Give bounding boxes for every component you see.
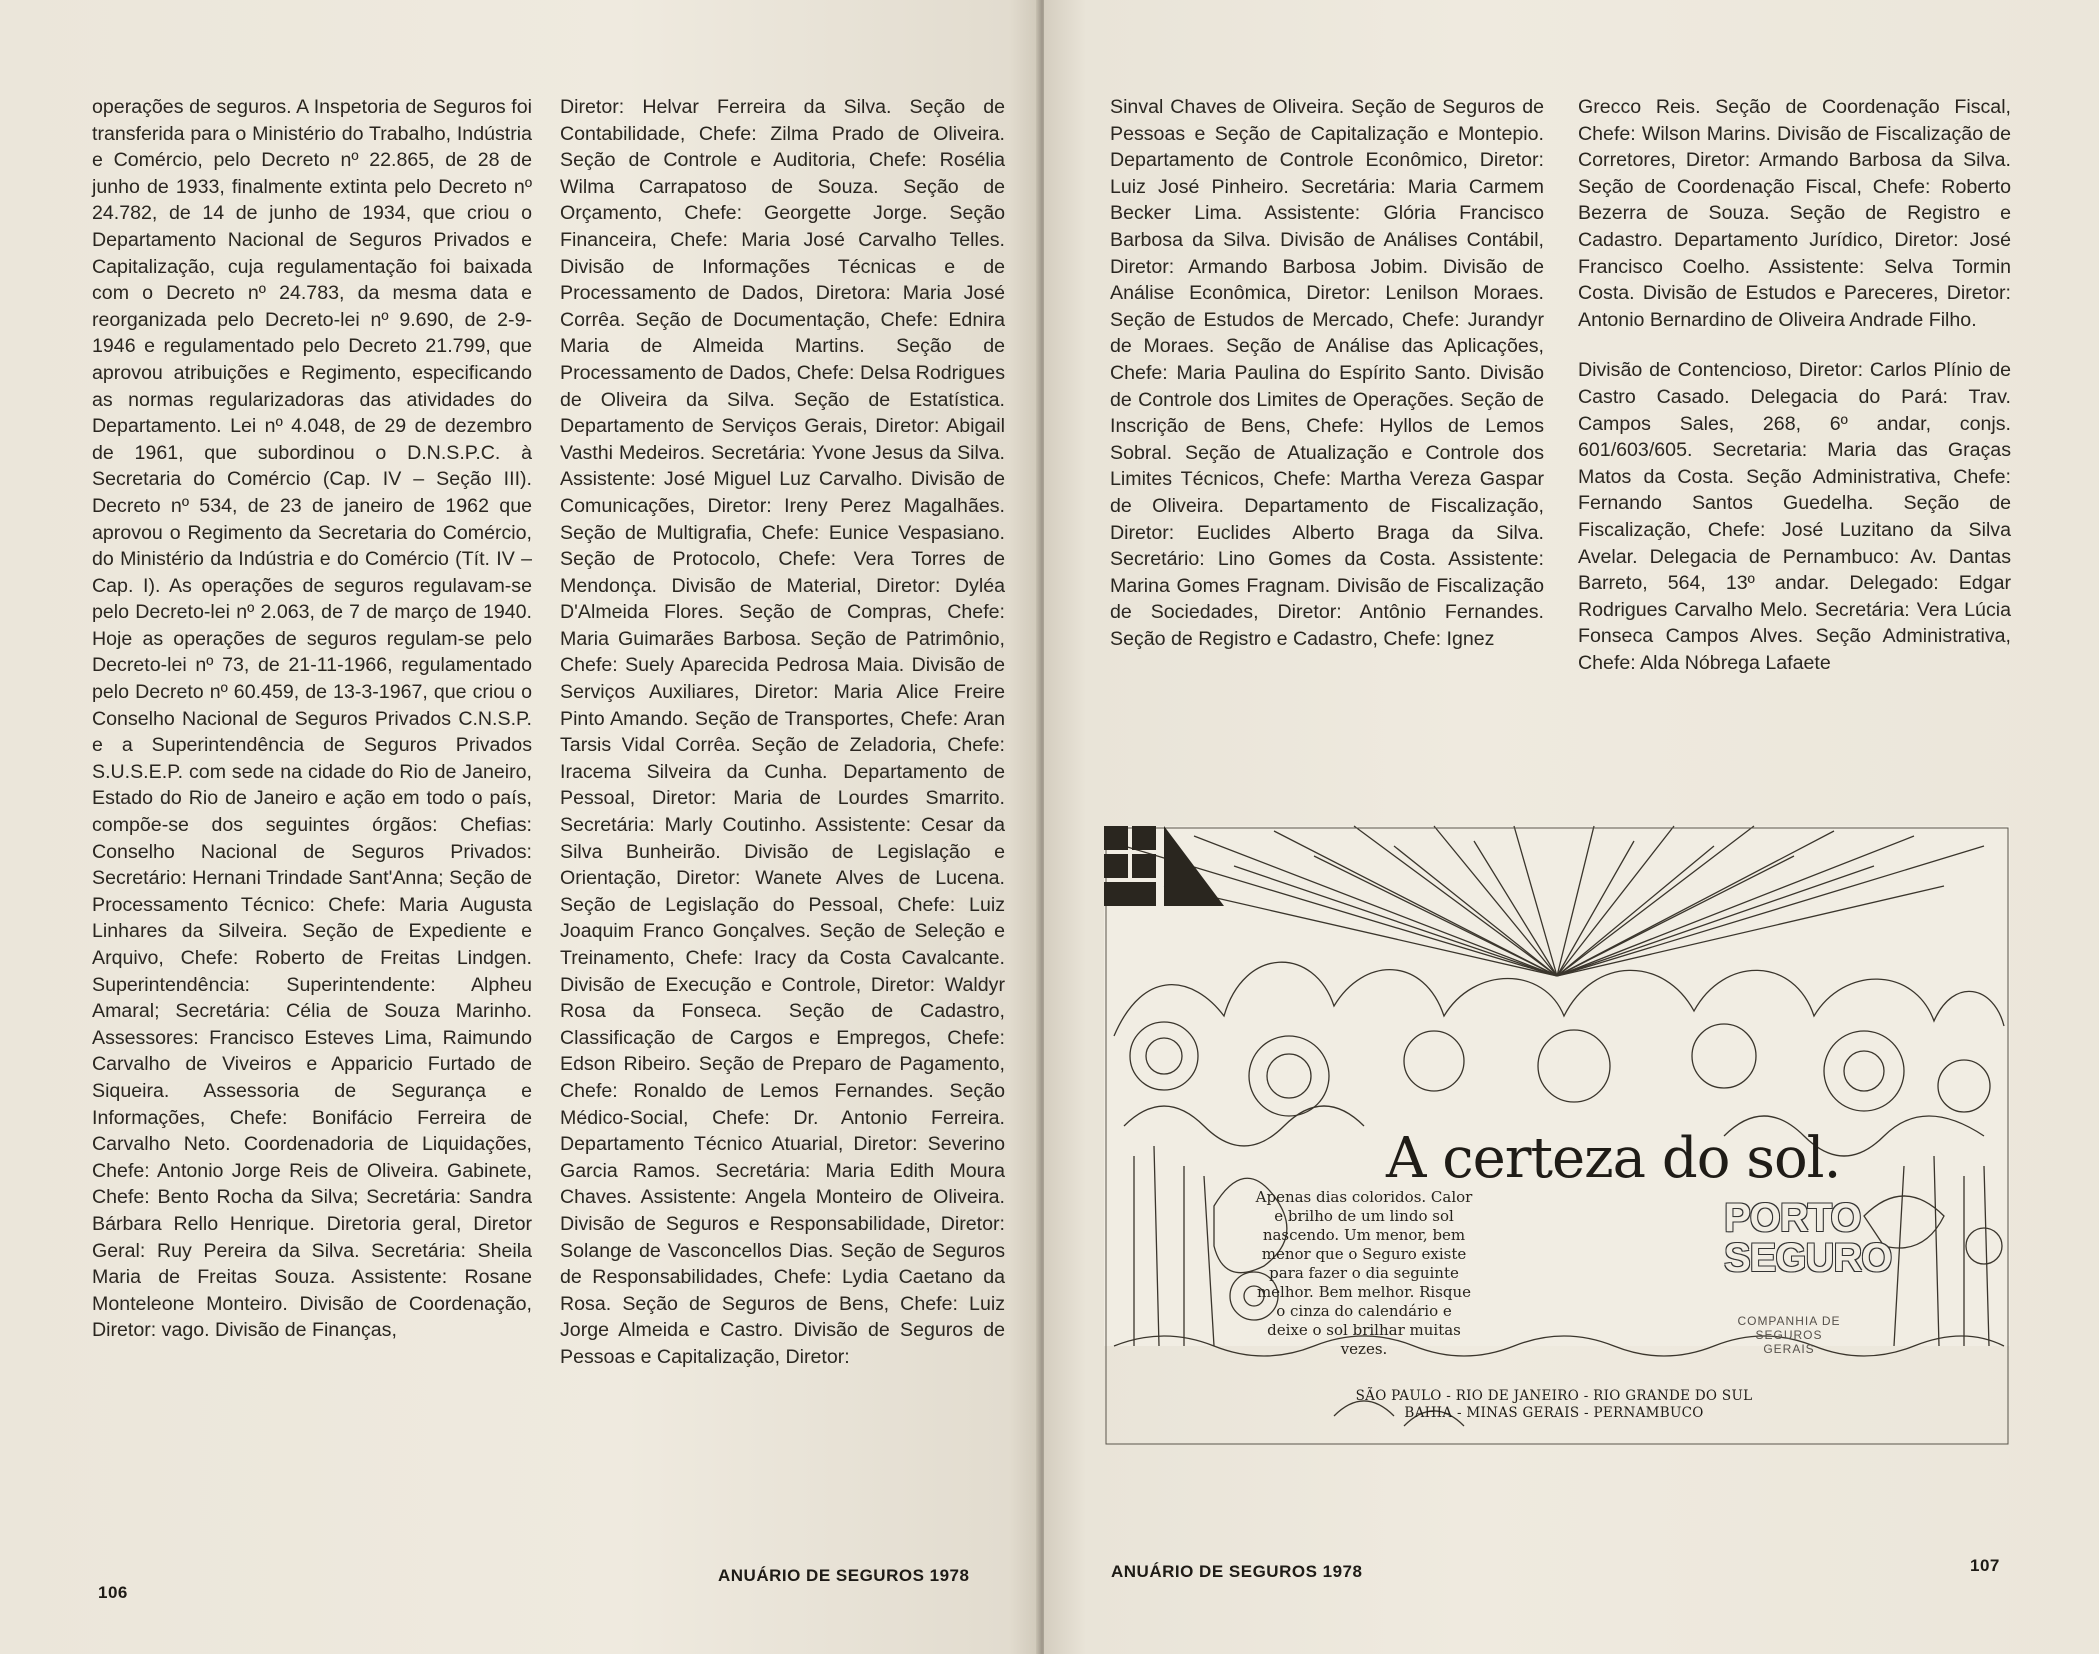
- porto-seguro-logo-icon: [1104, 826, 1234, 916]
- ad-cities: [1304, 1388, 1804, 1422]
- ad-headline: A certeza do sol.: [1386, 1126, 1841, 1191]
- ad-brand-name: [1724, 1198, 1891, 1278]
- left-column-2-text: Diretor: Helvar Ferreira da Silva. Seção de Contabilidade, Chefe: Zilma Prado de Oliveira. Seção de Controle e Auditoria, Chefe: Rosélia Wilma Carrapatoso de Souza. Seção de Orçamento, Chefe: Georgette Jorge. Seção Financeira, Chefe: Maria José Carvalho Telles. Divisão de Informações Técnicas e de Processamento de Dados, Diretora: Maria José Corrêa. Seção de Documentação, Chefe: Ednira Maria de Almeida Martins. Seção de Processamento de Dados, Chefe: Delsa Rodrigues de Oliveira da Silva. Seção de Estatística. Departamento de Serviços Gerais, Diretor: Abigail Vasthi Medeiros. Secretária: Yvone Jesus da Silva. Assistente: José Miguel Luz Carvalho. Divisão de Comunicações, Diretor: Ireny Perez Magalhães. Seção de Multigrafia, Chefe: Eunice Vespasiano. Seção de Protocolo, Chefe: Vera Torres de Mendonça. Divisão de Material, Diretor: Dyléa D'Almeida Flores. Seção de Compras, Chefe: Maria Guimarães Barbosa. Seção de Patrimônio, Chefe: Suely Aparecida Pedrosa Maia. Divisão de Serviços Auxiliares, Diretor: Maria Alice Freire Pinto Amando. Seção de Transportes, Chefe: Aran Tarsis Vidal Corrêa. Seção de Zeladoria, Chefe: Iracema Silveira da Cunha. Departamento de Pessoal, Diretor: Maria de Lourdes Smarrito. Secretária: Marly Coutinho. Assistente: Cesar da Silva Bunheirão. Divisão de Legislação e Orientação, Diretor: Wanete Alves de Lucena. Seção de Legislação do Pessoal, Chefe: Luiz Joaquim Franco Gonçalves. Seção de Seleção e Treinamento, Chefe: Iracy da Costa Cavalcante. Divisão de Execução e Controle, Diretor: Waldyr Rosa da Fonseca. Seção de Cadastro, Classificação de Cargos e Empregos, Chefe: Edson Ribeiro. Seção de Preparo de Pagamento, Chefe: Ronaldo de Lemos Fernandes. Seção Médico-Social, Chefe: Dr. Antonio Ferreira. Departamento Técnico Atuarial, Diretor: Severino Garcia Ramos. Secretária: Maria Edith Moura Chaves. Assistente: Angela Monteiro de Oliveira. Divisão de Seguros e Responsabilidade, Diretor: Solange de Vasconcellos Dias. Seção de Seguros de Responsabilidades, Chefe: Lydia Caetano da Rosa. Seção de Seguros de Bens, Chefe: Luiz Jorge Almeida e Castro. Divisão de Seguros de Pessoas e Capitalização, Diretor:: [560, 96, 1005, 1368]
- right-column-2: [1578, 94, 2011, 676]
- right-column-1: [1110, 94, 1544, 652]
- right-column-1-text: Sinval Chaves de Oliveira. Seção de Seguros de Pessoas e Seção de Capitalização e Montepio. Departamento de Controle Econômico, Diretor: Luiz José Pinheiro. Secretária: Maria Carmem Becker Lima. Assistente: Glória Francisco Barbosa da Silva. Divisão de Análises Contábil, Diretor: Armando Barbosa Jobim. Divisão de Análise Econômica, Diretor: Lenilson Moraes. Seção de Estudos de Mercado, Chefe: Jurandyr de Moraes. Seção de Análise das Aplicações, Chefe: Maria Paulina do Espírito Santo. Divisão de Controle dos Limites de Operações. Seção de Inscrição de Bens, Chefe: Hyllos de Lemos Sobral. Seção de Atualização e Controle dos Limites Técnicos, Chefe: Martha Vereza Gaspar de Oliveira. Departamento de Fiscalização, Diretor: Euclides Alberto Braga da Silva. Secretário: Lino Gomes da Costa. Assistente: Marina Gomes Fragnam. Divisão de Fiscalização de Sociedades, Diretor: Antônio Fernandes. Seção de Registro e Cadastro, Chefe: Ignez: [1110, 96, 1544, 650]
- ad-brand-subtitle: COMPANHIA DE SEGUROS GERAIS: [1737, 1314, 1841, 1356]
- running-footer-left: ANUÁRIO DE SEGUROS 1978: [718, 1566, 970, 1585]
- running-footer-right: ANUÁRIO DE SEGUROS 1978: [1111, 1562, 1363, 1581]
- page-number-left: 106: [98, 1583, 128, 1602]
- right-column-2-para-1: Grecco Reis. Seção de Coordenação Fiscal, Chefe: Wilson Marins. Divisão de Fiscalização de Corretores, Diretor: Armando Barbosa da Silva. Seção de Coordenação Fiscal, Chefe: Roberto Bezerra de Souza. Seção de Registro e Cadastro. Departamento Jurídico, Diretor: José Francisco Coelho. Assistente: Selva Tormin Costa. Divisão de Estudos e Pareceres, Diretor: Antonio Bernardino de Oliveira Andrade Filho.: [1578, 96, 2011, 331]
- left-column-1-text: operações de seguros. A Inspetoria de Seguros foi transferida para o Ministério do Trabalho, Indústria e Comércio, pelo Decreto nº 22.865, de 28 de junho de 1933, finalmente extinta pelo Decreto nº 24.782, de 14 de junho de 1934, que criou o Departamento Nacional de Seguros Privados e Capitalização, cuja regulamentação foi baixada com o Decreto nº 24.783, da mesma data e reorganizada pelo Decreto-lei nº 9.690, de 2-9-1946 e regulamentado pelo Decreto 21.799, que aprovou atribuições e Regimento, especificando as normas regularizadoras das atividades do Departamento. Lei nº 4.048, de 29 de dezembro de 1961, que subordinou o D.N.S.P.C. à Secretaria do Comércio (Cap. IV – Seção III). Decreto nº 534, de 23 de janeiro de 1962 que aprovou o Regimento da Secretaria do Comércio, do Ministério da Indústria e do Comércio (Tít. IV – Cap. I). As operações de seguros regulavam-se pelo Decreto-lei nº 2.063, de 7 de março de 1940. Hoje as operações de seguros regulam-se pelo Decreto-lei nº 73, de 21-11-1966, regulamentado pelo Decreto nº 60.459, de 13-3-1967, que criou o Conselho Nacional de Seguros Privados C.N.S.P. e a Superintendência de Seguros Privados S.U.S.E.P. com sede na cidade do Rio de Janeiro, Estado do Rio de Janeiro e ação em todo o país, compõe-se dos seguintes órgãos: Chefias: Conselho Nacional de Seguros Privados: Secretário: Hernani Trindade Sant'Anna; Seção de Processamento Técnico: Chefe: Maria Augusta Linhares da Silveira. Seção de Expediente e Arquivo, Chefe: Roberto de Freitas Lindgen. Superintendência: Superintendente: Alpheu Amaral; Secretária: Célia de Souza Marinho. Assessores: Francisco Esteves Lima, Raimundo Carvalho de Viveiros e Apparicio Furtado de Siqueira. Assessoria de Segurança e Informações, Chefe: Bonifácio Ferreira de Carvalho Neto. Coordenadoria de Liquidações, Chefe: Antonio Jorge Reis de Oliveira. Gabinete, Chefe: Bento Rocha da Silva; Secretária: Sandra Bárbara Rello Henrique. Diretoria geral, Diretor Geral: Ruy Pereira da Silva. Secretária: Sheila Maria de Freitas Souza. Assistente: Rosane Monteleone Monteiro. Divisão de Coordenação, Diretor: vago. Divisão de Finanças,: [92, 96, 532, 1342]
- porto-seguro-advertisement: [1104, 826, 2010, 1421]
- ad-body-text: Apenas dias coloridos. Calor e brilho de um lindo sol nascendo. Um menor, bem menor que o Seguro existe para fazer o dia seguinte melhor. Bem melhor. Risque o cinza do calendário e deixe o sol brilhar muitas vezes.: [1255, 1188, 1473, 1358]
- right-column-2-para-2: Divisão de Contencioso, Diretor: Carlos Plínio de Castro Casado. Delegacia do Pará: Trav. Campos Sales, 268, 6º andar, conjs. 601/603/605. Secretaria: Maria das Graças Matos da Costa. Seção Administrativa, Chefe: Fernando Santos Guedelha. Seção de Fiscalização, Chefe: José Luzitano da Silva Avelar. Delegacia de Pernambuco: Av. Dantas Barreto, 564, 13º andar. Delegado: Edgar Rodrigues Carvalho Melo. Secretária: Vera Lúcia Fonseca Campos Alves. Seção Administrativa, Chefe: Alda Nóbrega Lafaete: [1578, 359, 2011, 674]
- ad-brand-line-2: SEGURO: [1724, 1236, 1892, 1280]
- left-column-2: [560, 94, 1005, 1371]
- ad-cities-line-1: SÃO PAULO - RIO DE JANEIRO - RIO GRANDE DO SUL: [1355, 1388, 1753, 1404]
- left-page: [0, 0, 1040, 1654]
- ad-brand-line-1: PORTO: [1724, 1196, 1861, 1240]
- right-page: [1044, 0, 2099, 1654]
- page-number-right: 107: [1970, 1556, 2000, 1575]
- ad-cities-line-2: BAHIA - MINAS GERAIS - PERNAMBUCO: [1404, 1405, 1704, 1421]
- left-column-1: [92, 94, 532, 1344]
